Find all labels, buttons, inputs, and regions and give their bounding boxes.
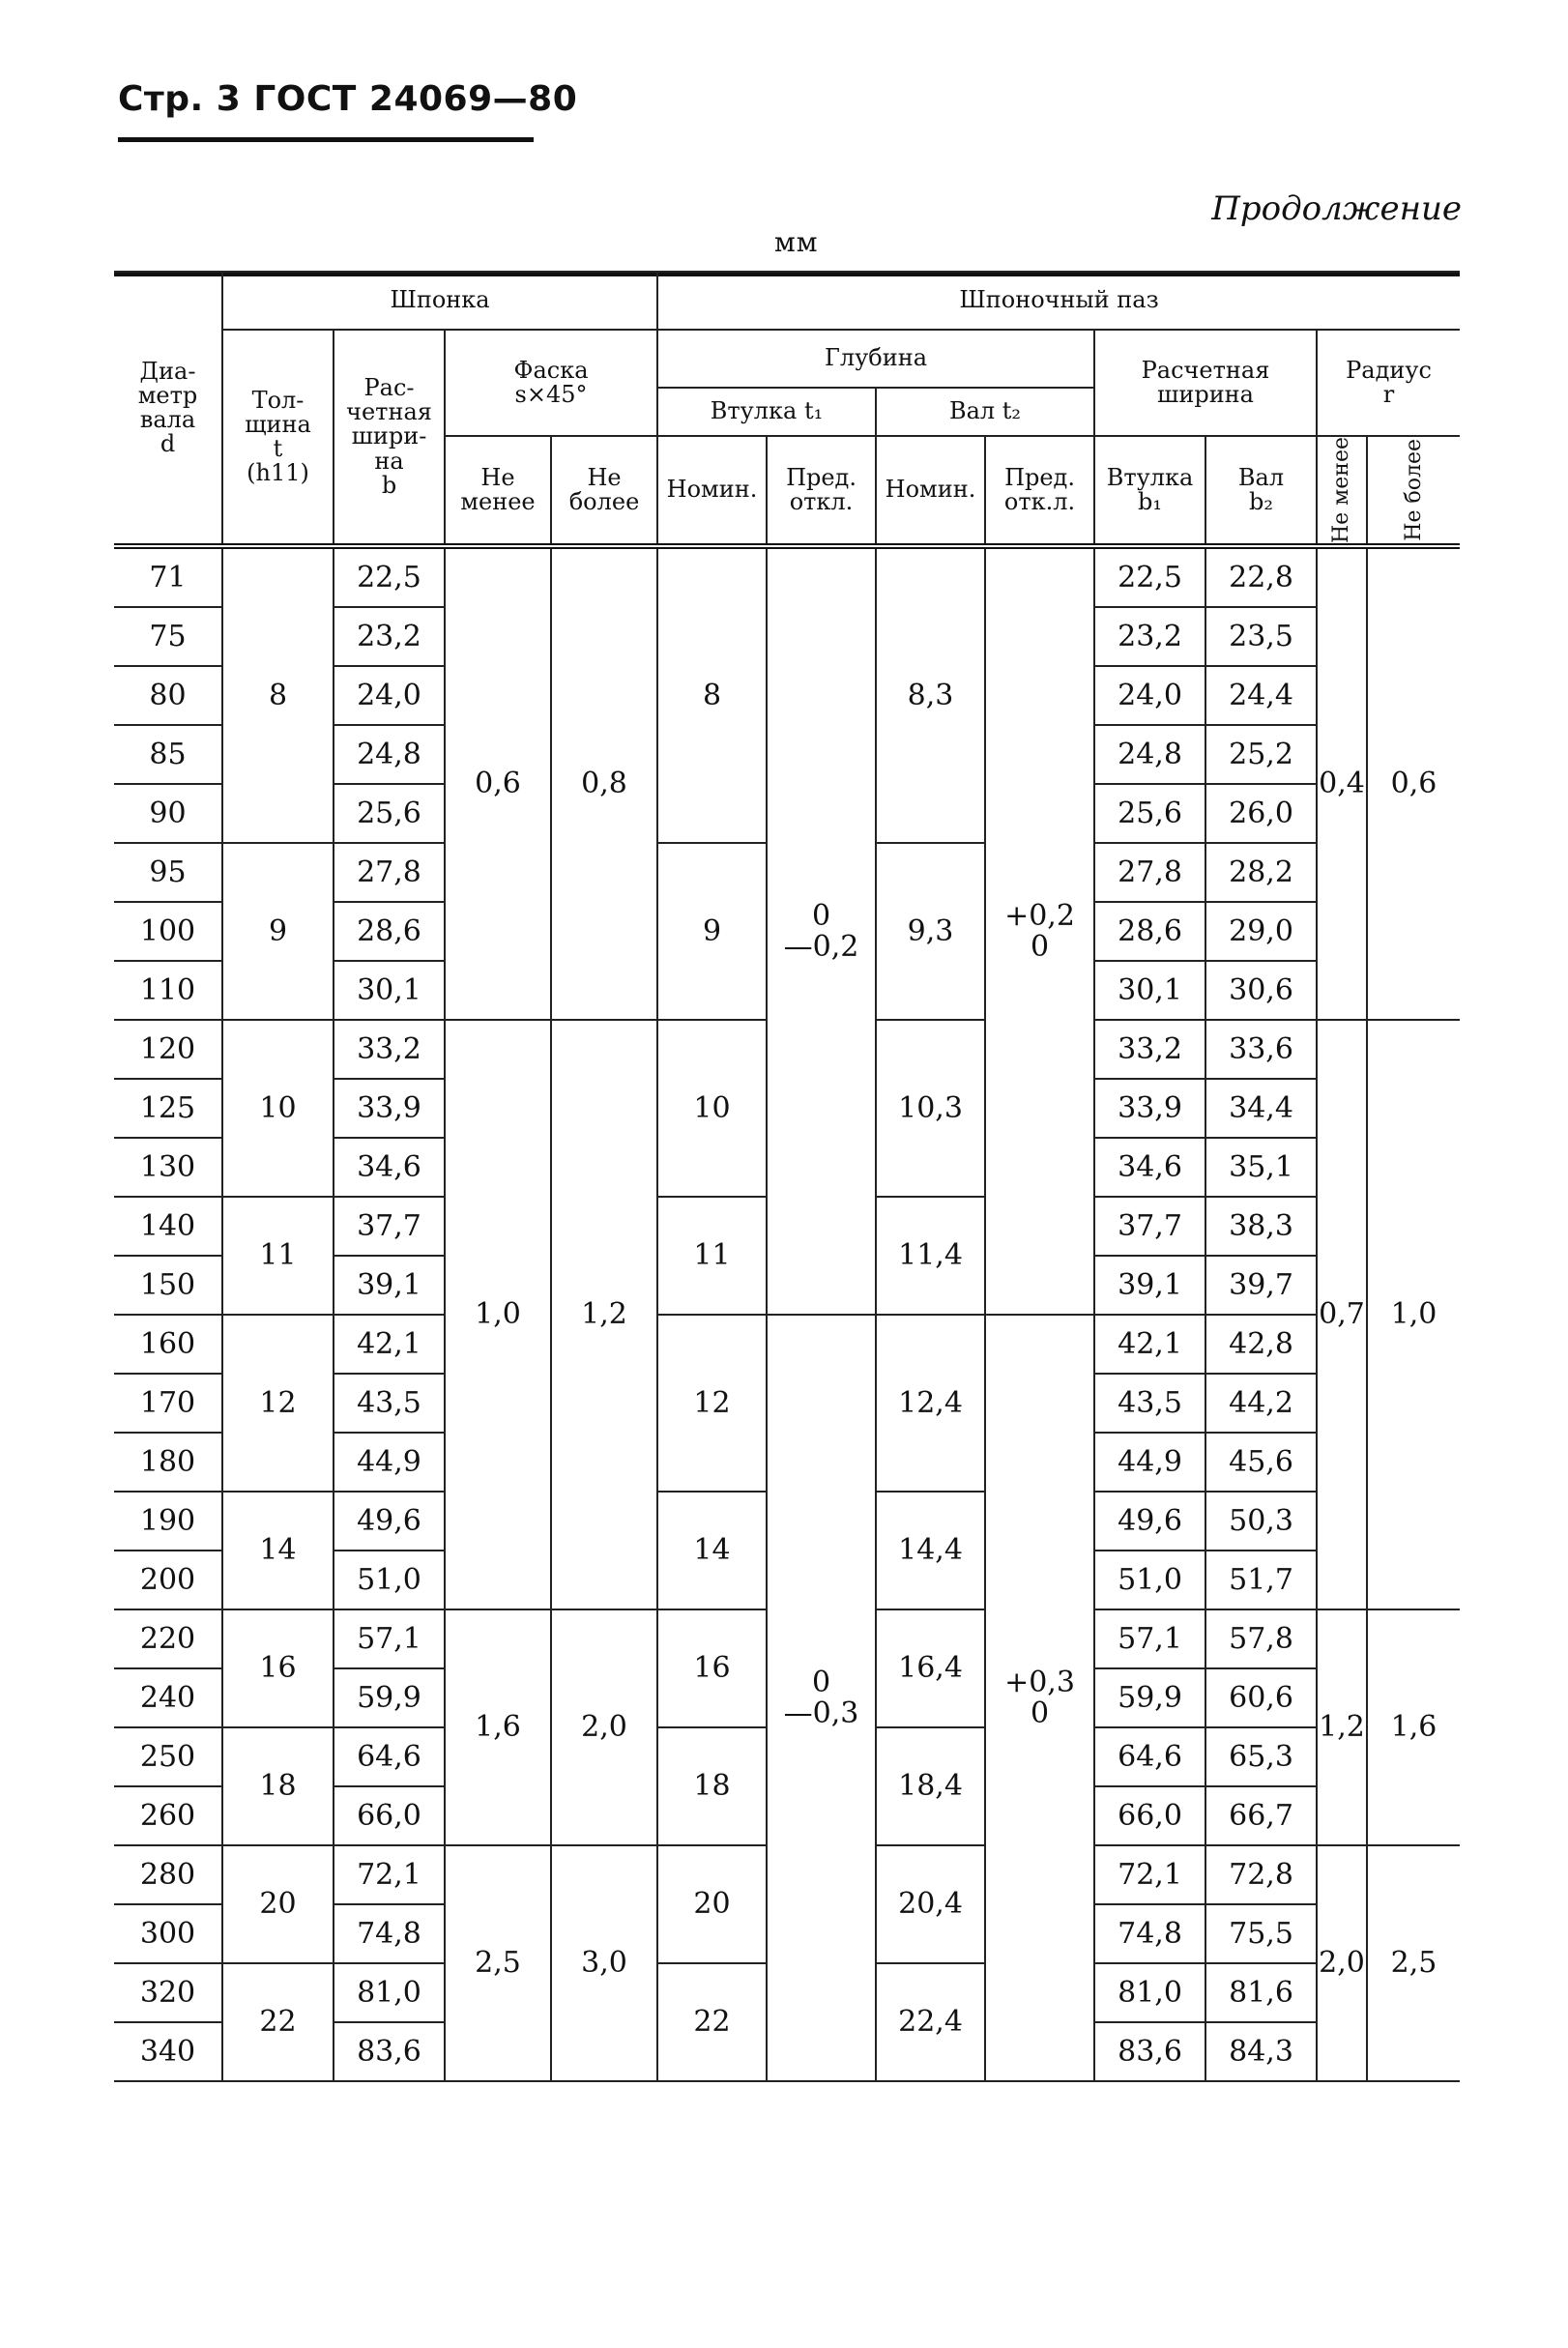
cell-shaft-b2: 81,6 [1205, 1963, 1317, 2022]
cell-hub-b1: 81,0 [1094, 1963, 1205, 2022]
cell-diameter: 340 [114, 2022, 222, 2081]
header-line: шири- [351, 422, 427, 450]
cell-diameter: 95 [114, 843, 222, 902]
cell-diameter: 240 [114, 1668, 222, 1727]
cell-key-width: 33,2 [334, 1020, 445, 1079]
cell-hub-b1: 49,6 [1094, 1492, 1205, 1551]
cell-key-width: 33,9 [334, 1079, 445, 1138]
cell-hub-b1: 43,5 [1094, 1374, 1205, 1433]
header-hub-tolerance [767, 436, 876, 546]
cell-diameter: 280 [114, 1845, 222, 1904]
cell-chamfer-min: 1,0 [445, 1020, 551, 1609]
cell-shaft-b2: 42,8 [1205, 1315, 1317, 1374]
cell-shaft-b2: 66,7 [1205, 1786, 1317, 1845]
cell-shaft-b2: 30,6 [1205, 961, 1317, 1020]
cell-shaft-nominal: 16,4 [876, 1609, 985, 1727]
header-line: Рас- [363, 374, 415, 402]
cell-shaft-b2: 34,4 [1205, 1079, 1317, 1138]
cell-diameter: 110 [114, 961, 222, 1020]
table-head [114, 272, 1460, 546]
cell-thickness: 22 [222, 1963, 334, 2081]
cell-key-width: 44,9 [334, 1433, 445, 1492]
cell-diameter: 130 [114, 1138, 222, 1197]
cell-key-width: 83,6 [334, 2022, 445, 2081]
units-label: мм [774, 226, 819, 258]
cell-radius-max: 0,6 [1367, 546, 1460, 1020]
header-line: отк.л. [1003, 488, 1076, 516]
table-row [114, 546, 1460, 607]
cell-hub-b1: 27,8 [1094, 843, 1205, 902]
header-line: более [568, 488, 640, 516]
tolerance-lower: —0,3 [783, 1696, 859, 1730]
cell-key-width: 66,0 [334, 1786, 445, 1845]
cell-diameter: 260 [114, 1786, 222, 1845]
cell-hub-b1: 25,6 [1094, 784, 1205, 843]
cell-shaft-b2: 33,6 [1205, 1020, 1317, 1079]
header-keyway: Шпоночный паз [657, 272, 1460, 330]
cell-key-width: 64,6 [334, 1727, 445, 1786]
header-line: Вал [1237, 463, 1285, 491]
cell-chamfer-max: 3,0 [551, 1845, 657, 2081]
cell-shaft-nominal: 10,3 [876, 1020, 985, 1197]
cell-hub-b1: 44,9 [1094, 1433, 1205, 1492]
header-line: Не [480, 463, 515, 491]
cell-chamfer-min: 1,6 [445, 1609, 551, 1845]
cell-key-width: 59,9 [334, 1668, 445, 1727]
cell-key-width: 43,5 [334, 1374, 445, 1433]
cell-hub-b1: 33,2 [1094, 1020, 1205, 1079]
header-line: b₁ [1138, 488, 1162, 516]
table-body [114, 546, 1460, 2081]
cell-hub-b1: 24,0 [1094, 666, 1205, 725]
header-radius-min: Не менее [1317, 436, 1367, 546]
cell-hub-b1: 33,9 [1094, 1079, 1205, 1138]
cell-chamfer-max: 0,8 [551, 546, 657, 1020]
header-diameter [114, 272, 222, 546]
cell-shaft-nominal: 14,4 [876, 1492, 985, 1609]
tolerance-lower: —0,2 [783, 929, 859, 964]
table-container [114, 271, 1460, 2082]
cell-shaft-b2: 28,2 [1205, 843, 1317, 902]
cell-hub-b1: 22,5 [1094, 546, 1205, 607]
cell-diameter: 100 [114, 902, 222, 961]
header-shaft-nominal: Номин. [876, 436, 985, 546]
cell-shaft-nominal: 18,4 [876, 1727, 985, 1845]
cell-key-width: 22,5 [334, 546, 445, 607]
tolerance-upper: +0,3 [1004, 1666, 1075, 1700]
cell-hub-b1: 57,1 [1094, 1609, 1205, 1668]
header-chamfer-min [445, 436, 551, 546]
cell-diameter: 80 [114, 666, 222, 725]
cell-shaft-b2: 44,2 [1205, 1374, 1317, 1433]
cell-hub-nominal: 14 [657, 1492, 767, 1609]
header-line: d [160, 430, 176, 458]
cell-hub-nominal: 10 [657, 1020, 767, 1197]
header-key: Шпонка [222, 272, 657, 330]
cell-hub-b1: 42,1 [1094, 1315, 1205, 1374]
cell-key-width: 42,1 [334, 1315, 445, 1374]
cell-shaft-nominal: 8,3 [876, 546, 985, 843]
cell-radius-max: 2,5 [1367, 1845, 1460, 2081]
cell-key-width: 23,2 [334, 607, 445, 666]
cell-hub-tolerance [767, 546, 876, 1315]
header-shaft-b2 [1205, 436, 1317, 546]
header-line: метр [137, 381, 198, 409]
cell-hub-tolerance [767, 1315, 876, 2081]
header-line: Втулка [1106, 463, 1194, 491]
tolerance-upper: +0,2 [1004, 899, 1075, 934]
header-line: Пред. [786, 463, 857, 491]
header-line: менее [460, 488, 536, 516]
cell-diameter: 190 [114, 1492, 222, 1551]
cell-shaft-nominal: 20,4 [876, 1845, 985, 1963]
cell-shaft-b2: 75,5 [1205, 1904, 1317, 1963]
cell-diameter: 160 [114, 1315, 222, 1374]
cell-shaft-b2: 57,8 [1205, 1609, 1317, 1668]
cell-diameter: 85 [114, 725, 222, 784]
header-radius [1317, 330, 1460, 436]
key-dimensions-table [114, 271, 1460, 2082]
header-line: b [381, 471, 397, 499]
cell-thickness: 14 [222, 1492, 334, 1609]
cell-shaft-tolerance [985, 1315, 1094, 2081]
cell-key-width: 57,1 [334, 1609, 445, 1668]
continuation-label: Продолжение [1211, 189, 1462, 228]
tolerance-lower: 0 [1030, 1696, 1050, 1730]
cell-radius-max: 1,0 [1367, 1020, 1460, 1609]
cell-hub-nominal: 22 [657, 1963, 767, 2081]
cell-hub-b1: 30,1 [1094, 961, 1205, 1020]
cell-hub-b1: 66,0 [1094, 1786, 1205, 1845]
cell-shaft-b2: 26,0 [1205, 784, 1317, 843]
cell-shaft-b2: 39,7 [1205, 1256, 1317, 1315]
cell-radius-min: 1,2 [1317, 1609, 1367, 1845]
cell-hub-b1: 23,2 [1094, 607, 1205, 666]
cell-thickness: 11 [222, 1197, 334, 1315]
cell-diameter: 71 [114, 546, 222, 607]
header-hub-b1 [1094, 436, 1205, 546]
cell-key-width: 49,6 [334, 1492, 445, 1551]
cell-radius-min: 0,7 [1317, 1020, 1367, 1609]
header-line: Фаска [513, 356, 589, 384]
cell-hub-b1: 28,6 [1094, 902, 1205, 961]
cell-chamfer-min: 2,5 [445, 1845, 551, 2081]
page-header: Стр. 3 ГОСТ 24069—80 [118, 79, 578, 119]
header-line: Расчетная [1141, 356, 1270, 384]
cell-shaft-b2: 38,3 [1205, 1197, 1317, 1256]
tolerance-upper: 0 [811, 899, 831, 934]
header-shaft-tolerance [985, 436, 1094, 546]
cell-thickness: 16 [222, 1609, 334, 1727]
cell-hub-b1: 39,1 [1094, 1256, 1205, 1315]
cell-shaft-b2: 23,5 [1205, 607, 1317, 666]
cell-hub-b1: 72,1 [1094, 1845, 1205, 1904]
header-thickness [222, 330, 334, 546]
cell-diameter: 250 [114, 1727, 222, 1786]
cell-diameter: 90 [114, 784, 222, 843]
header-calc-width-key [334, 330, 445, 546]
header-depth: Глубина [657, 330, 1094, 388]
cell-diameter: 120 [114, 1020, 222, 1079]
cell-hub-b1: 83,6 [1094, 2022, 1205, 2081]
cell-hub-nominal: 20 [657, 1845, 767, 1963]
cell-shaft-nominal: 11,4 [876, 1197, 985, 1315]
cell-thickness: 20 [222, 1845, 334, 1963]
cell-hub-b1: 34,6 [1094, 1138, 1205, 1197]
header-rule [118, 137, 534, 142]
cell-shaft-tolerance [985, 546, 1094, 1315]
cell-hub-b1: 74,8 [1094, 1904, 1205, 1963]
header-calc-width-slot [1094, 330, 1317, 436]
cell-shaft-b2: 35,1 [1205, 1138, 1317, 1197]
tolerance-lower: 0 [1030, 929, 1050, 964]
cell-shaft-nominal: 9,3 [876, 843, 985, 1020]
header-line: t [273, 435, 283, 463]
cell-hub-nominal: 11 [657, 1197, 767, 1315]
header-hub-nominal: Номин. [657, 436, 767, 546]
cell-key-width: 72,1 [334, 1845, 445, 1904]
cell-shaft-nominal: 12,4 [876, 1315, 985, 1492]
cell-hub-nominal: 12 [657, 1315, 767, 1492]
header-line: щина [245, 410, 311, 438]
cell-shaft-b2: 51,7 [1205, 1551, 1317, 1609]
header-line: ширина [1157, 381, 1254, 408]
table-row [114, 1315, 1460, 1374]
cell-hub-b1: 59,9 [1094, 1668, 1205, 1727]
cell-key-width: 81,0 [334, 1963, 445, 2022]
cell-radius-min: 2,0 [1317, 1845, 1367, 2081]
cell-hub-b1: 64,6 [1094, 1727, 1205, 1786]
cell-thickness: 18 [222, 1727, 334, 1845]
cell-shaft-b2: 60,6 [1205, 1668, 1317, 1727]
cell-diameter: 300 [114, 1904, 222, 1963]
cell-chamfer-max: 1,2 [551, 1020, 657, 1609]
cell-hub-nominal: 16 [657, 1609, 767, 1727]
cell-shaft-b2: 24,4 [1205, 666, 1317, 725]
header-line: Пред. [1004, 463, 1075, 491]
cell-key-width: 25,6 [334, 784, 445, 843]
cell-shaft-b2: 22,8 [1205, 546, 1317, 607]
cell-radius-max: 1,6 [1367, 1609, 1460, 1845]
cell-shaft-b2: 84,3 [1205, 2022, 1317, 2081]
cell-diameter: 220 [114, 1609, 222, 1668]
header-line: Диа- [139, 357, 196, 385]
cell-key-width: 28,6 [334, 902, 445, 961]
cell-shaft-nominal: 22,4 [876, 1963, 985, 2081]
header-chamfer [445, 330, 657, 436]
cell-chamfer-max: 2,0 [551, 1609, 657, 1845]
header-shaft-t2: Вал t₂ [876, 388, 1094, 436]
header-line: b₂ [1249, 488, 1273, 516]
header-line: вала [139, 406, 196, 434]
header-line: (h11) [247, 459, 309, 487]
cell-diameter: 170 [114, 1374, 222, 1433]
cell-diameter: 150 [114, 1256, 222, 1315]
cell-hub-nominal: 18 [657, 1727, 767, 1845]
cell-hub-b1: 24,8 [1094, 725, 1205, 784]
cell-key-width: 74,8 [334, 1904, 445, 1963]
cell-key-width: 37,7 [334, 1197, 445, 1256]
cell-diameter: 140 [114, 1197, 222, 1256]
cell-shaft-b2: 29,0 [1205, 902, 1317, 961]
cell-key-width: 34,6 [334, 1138, 445, 1197]
cell-chamfer-min: 0,6 [445, 546, 551, 1020]
header-line: на [374, 447, 404, 475]
cell-key-width: 30,1 [334, 961, 445, 1020]
cell-diameter: 75 [114, 607, 222, 666]
cell-diameter: 125 [114, 1079, 222, 1138]
cell-thickness: 10 [222, 1020, 334, 1197]
cell-diameter: 180 [114, 1433, 222, 1492]
cell-shaft-b2: 25,2 [1205, 725, 1317, 784]
cell-key-width: 51,0 [334, 1551, 445, 1609]
cell-diameter: 320 [114, 1963, 222, 2022]
header-chamfer-max [551, 436, 657, 546]
cell-shaft-b2: 50,3 [1205, 1492, 1317, 1551]
cell-key-width: 24,0 [334, 666, 445, 725]
cell-hub-nominal: 8 [657, 546, 767, 843]
cell-key-width: 39,1 [334, 1256, 445, 1315]
cell-thickness: 12 [222, 1315, 334, 1492]
header-line: четная [346, 398, 432, 426]
header-line: r [1382, 381, 1395, 408]
cell-hub-b1: 37,7 [1094, 1197, 1205, 1256]
cell-radius-min: 0,4 [1317, 546, 1367, 1020]
cell-key-width: 24,8 [334, 725, 445, 784]
cell-shaft-b2: 65,3 [1205, 1727, 1317, 1786]
cell-hub-b1: 51,0 [1094, 1551, 1205, 1609]
tolerance-upper: 0 [811, 1666, 831, 1700]
cell-shaft-b2: 72,8 [1205, 1845, 1317, 1904]
header-line: s×45° [514, 381, 588, 408]
cell-key-width: 27,8 [334, 843, 445, 902]
header-line: откл. [789, 488, 854, 516]
cell-hub-nominal: 9 [657, 843, 767, 1020]
cell-thickness: 9 [222, 843, 334, 1020]
header-hub-t1: Втулка t₁ [657, 388, 876, 436]
cell-thickness: 8 [222, 546, 334, 843]
header-radius-max: Не более [1367, 436, 1460, 546]
header-line: Радиус [1346, 356, 1432, 384]
header-line: Тол- [251, 386, 305, 414]
cell-shaft-b2: 45,6 [1205, 1433, 1317, 1492]
cell-diameter: 200 [114, 1551, 222, 1609]
header-line: Не [587, 463, 622, 491]
